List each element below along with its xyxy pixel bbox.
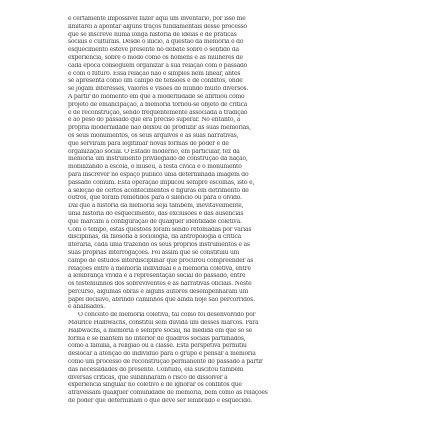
text-line: e com o futuro. Essa relação não é simples nem linear, antes: [68, 70, 241, 77]
text-line: atravessam qualquer comunidade de memória, bem como as relações: [68, 390, 268, 397]
text-line: para inscrever no espaço público uma determinada imagem do: [68, 171, 249, 178]
paragraph-1-end: e analisados.: [68, 304, 105, 311]
text-line: Com o tempo, estas questões foram sendo retomadas por várias: [68, 226, 252, 233]
text-line: A partir do momento em que a modernidade se afirmou como: [68, 93, 245, 100]
text-line: e ao peso do passado que era preciso superar. No entanto, a: [68, 117, 241, 124]
text-line: O conceito de memória coletiva, tal como foi desenvolvido por: [78, 312, 256, 319]
text-line: Daí que a história da memória seja também, inevitavelmente,: [68, 203, 244, 210]
text-line: a lembrança vivida e a representação social do passado, entre: [68, 273, 246, 280]
text-line: se jogam interesses, valores e visões do mundo muito diversos.: [68, 86, 249, 93]
text-line: se apresenta como um campo de tensões e de conflitos, onde: [68, 78, 243, 85]
text-line: Maurice Halbwachs, constitui sem dúvida um desses marcos. Para: [68, 320, 259, 327]
text-line: papel decisivo, abrindo caminhos que ainda hoje são percorridos.: [68, 296, 255, 303]
text-line: é certamente impossível fazer aqui um inventário, por isso me: [68, 16, 246, 22]
text-line: experiência singular no coletivo e de ignorar os conflitos que: [68, 382, 242, 389]
text-line: que marcam a configuração de qualquer identidade coletiva.: [68, 218, 242, 225]
text-line: como um processo de reconstrução permanente do passado a partir: [68, 359, 263, 366]
text-line: organização social. O Estado moderno, em particular, fez da: [68, 148, 240, 155]
text-line: mobilizando a escola, o museu, a festa cívica e o monumento: [68, 164, 242, 171]
text-line: literária, cada uma trazendo os seus próprios instrumentos e as: [68, 242, 250, 249]
text-line: limitarei a apontar alguns traços fundamentais desse processo: [68, 23, 247, 30]
text-line: cada época conseguem organizar a sua relação com o passado: [68, 62, 248, 69]
text-line: suas próprias interrogações. Foi assim que se constituiu um: [68, 249, 240, 256]
text-line: disciplinas, da filosofia à sociologia, da antropologia à crítica: [68, 234, 241, 241]
text-line: própria modernidade não deixou de produzir as suas memórias,: [68, 125, 251, 132]
text-line: outros, que foram remetidos para o silêncio ou para o olvido.: [68, 195, 242, 202]
text-line: que serviram para legitimar novas formas de poder e de: [68, 140, 229, 147]
text-line: percurso, algumas obras e alguns autores desempenharam um: [68, 288, 249, 295]
text-line: de poder que determinam o que deve ser lembrado e esquecido.: [68, 398, 252, 405]
paragraph-1: [68, 16, 379, 303]
body-text: [68, 16, 379, 406]
text-line: memória um instrumento privilegiado de construção da nação,: [68, 156, 248, 163]
paragraph-2: [68, 312, 379, 404]
text-line: os testemunhos dos sobreviventes e as narrativas oficiais. Neste: [68, 281, 252, 288]
text-line: diversas críticas, que sublinharam o risco de dissolver a: [68, 374, 228, 381]
text-line: como a família, a religião ou a classe. Esta perspetiva permitiu: [68, 343, 247, 350]
text-line: deslocar a atenção do indivíduo para o grupo e pensar a memória: [68, 351, 256, 358]
text-line: projeto de emancipação, a memória tornou-se objeto de crítica: [68, 101, 248, 108]
text-line: os seus monumentos, os seus arquivos e as suas narrativas,: [68, 132, 239, 139]
text-line: passado comum. Esta operação implicou sempre escolhas, isto é,: [68, 179, 255, 186]
text-line: a seleção de certos acontecimentos e figuras em detrimento de: [68, 187, 249, 194]
text-line: que se inscreve numa longa história de ideias e de práticas: [68, 31, 237, 38]
text-line: Halbwachs, a memória é sempre social, na medida em que só se: [68, 327, 253, 334]
text-line: e de reconstrução, sendo frequentemente associada à tradição: [68, 109, 248, 116]
text-line: das necessidades do presente. Contudo, ela suscitou também: [68, 366, 244, 373]
text-line: relações entre a memória individual e a memória coletiva, entre: [68, 265, 251, 272]
text-line: uma história do esquecimento, das exclusões e das ausências: [68, 210, 244, 217]
text-line: esquecimento esteve presente no debate sobre o sentido da: [68, 47, 239, 54]
text-line: forma e se mantém no interior de quadros sociais partilhados,: [68, 335, 246, 342]
text-line: campo de estudos interdisciplinar que procurou compreender as: [68, 257, 254, 264]
text-line: experiência, sobre o modo como os homens e as mulheres de: [68, 54, 243, 61]
text-line: sociais e culturais. Desde o início, a questão da memória e do: [68, 39, 244, 46]
